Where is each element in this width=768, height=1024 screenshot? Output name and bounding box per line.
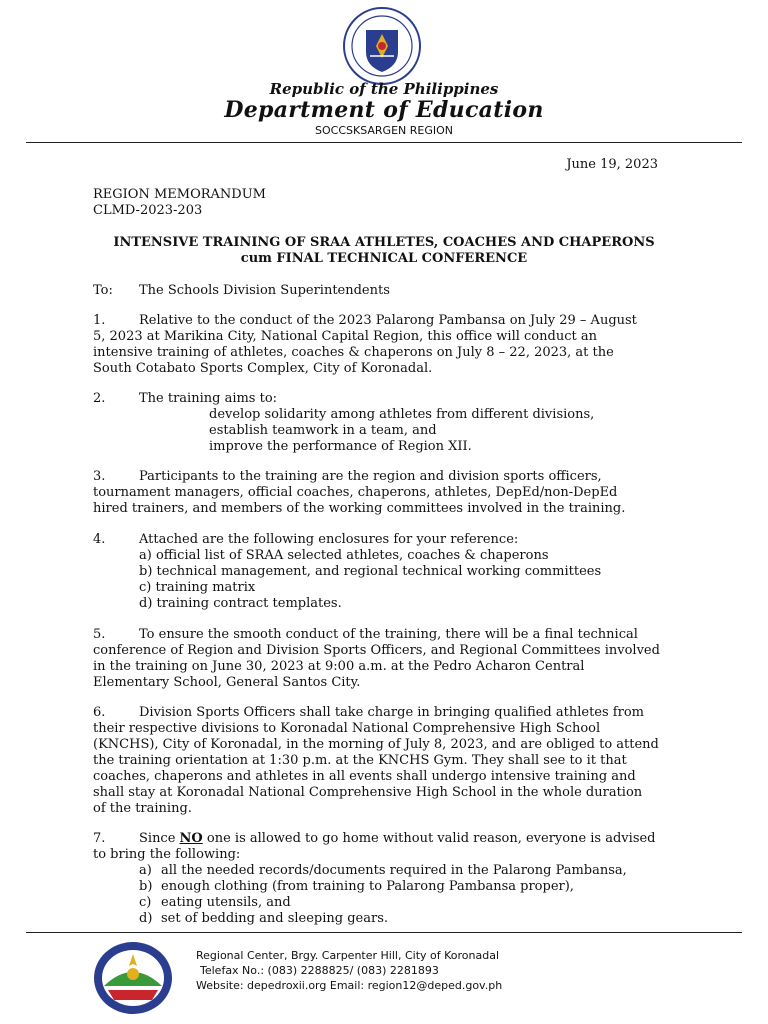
para-3-line-2: tournament managers, official coaches, chaperons, athletes, DepEd/non-DepEd [93,485,618,500]
footer-address: Regional Center, Brgy. Carpenter Hill, City of Koronadal [196,949,500,962]
department-heading: Department of Education [224,97,544,123]
enclosure-item: b) technical management, and regional technical working committees [139,564,602,579]
para-6-line-1: Division Sports Officers shall take charge in bringing qualified athletes from [139,705,644,720]
list-text: enough clothing (from training to Palarong Pambansa proper), [161,879,574,894]
para-5-number: 5. [93,627,106,642]
subject-line-1: INTENSIVE TRAINING OF SRAA ATHLETES, COACHES AND CHAPERONS [113,235,655,250]
footer-divider [26,932,742,933]
enclosure-item: c) training matrix [139,580,256,595]
deped-seal-logo [342,6,422,86]
para-7-pre: Since [139,831,180,846]
memo-date: June 19, 2023 [566,157,658,172]
aim-item: improve the performance of Region XII. [209,439,472,454]
list-text: all the needed records/documents required in the Palarong Pambansa, [161,863,627,878]
para-3-number: 3. [93,469,106,484]
para-1-line-2: 5, 2023 at Marikina City, National Capital Region, this office will conduct an [93,329,597,344]
aim-item: develop solidarity among athletes from different divisions, [209,407,595,422]
para-7-line-2: to bring the following: [93,847,241,862]
list-item [139,879,574,895]
para-6-line-6: shall stay at Koronadal National Comprehensive High School in the whole duration [93,785,643,800]
para-7-number: 7. [93,831,106,846]
para-4-lead: Attached are the following enclosures for your reference: [139,532,519,547]
para-4-number: 4. [93,532,106,547]
enclosure-item: a) official list of SRAA selected athletes, coaches & chaperons [139,548,549,563]
para-5-line-3: in the training on June 30, 2023 at 9:00 a.m. at the Pedro Acharon Central [93,659,585,674]
enclosure-item: d) training contract templates. [139,596,342,611]
para-6-line-5: coaches, chaperons and athletes in all events shall undergo intensive training and [93,769,636,784]
para-6-line-7: of the training. [93,801,192,816]
list-letter: d) [139,911,153,926]
para-2-number: 2. [93,391,106,406]
list-item [139,863,627,879]
para-1-line-3: intensive training of athletes, coaches & chaperons on July 8 – 22, 2023, at the [93,345,614,360]
aim-item: establish teamwork in a team, and [209,423,437,438]
republic-heading: Republic of the Philippines [269,80,499,98]
memo-subject [60,235,708,267]
para-2-lead: The training aims to: [139,391,278,406]
list-letter: a) [139,863,152,878]
list-item [139,911,388,927]
header-divider [26,142,742,143]
list-item [139,895,291,911]
memo-type: REGION MEMORANDUM [93,187,266,202]
subject-line-2: cum FINAL TECHNICAL CONFERENCE [240,251,528,266]
para-7-emphasis: NO [179,831,203,846]
footer-phone: Telefax No.: (083) 2288825/ (083) 2281893 [200,964,439,977]
para-3-line-1: Participants to the training are the region and division sports officers, [139,469,602,484]
para-7-line-1 [139,831,656,847]
para-1-line-1: Relative to the conduct of the 2023 Palarong Pambansa on July 29 – August [139,313,637,328]
para-6-line-3: (KNCHS), City of Koronadal, in the morning of July 8, 2023, and are obliged to attend [93,737,659,752]
para-5-line-1: To ensure the smooth conduct of the training, there will be a final technical [139,627,638,642]
region-xii-seal-logo [92,940,174,1016]
para-6-line-4: the training orientation at 1:30 p.m. at the KNCHS Gym. They shall see to it that [93,753,627,768]
to-label: To: [93,283,113,298]
list-letter: b) [139,879,153,894]
memo-number: CLMD-2023-203 [93,203,203,218]
list-text: set of bedding and sleeping gears. [161,911,389,926]
para-7-post: one is allowed to go home without valid reason, everyone is advised [202,831,656,846]
para-1-number: 1. [93,313,106,328]
para-6-line-2: their respective divisions to Koronadal National Comprehensive High School [93,721,601,736]
list-letter: c) [139,895,152,910]
para-3-line-3: hired trainers, and members of the working committees involved in the training. [93,501,626,516]
footer-contact: Website: depedroxii.org Email: region12@deped.gov.ph [196,979,503,992]
list-text: eating utensils, and [161,895,291,910]
para-1-line-4: South Cotabato Sports Complex, City of Koronadal. [93,361,433,376]
region-heading: SOCCSKSARGEN REGION [315,124,453,137]
para-5-line-4: Elementary School, General Santos City. [93,675,361,690]
para-6-number: 6. [93,705,106,720]
to-recipient: The Schools Division Superintendents [139,283,390,298]
para-5-line-2: conference of Region and Division Sports Officers, and Regional Committees involved [93,643,660,658]
